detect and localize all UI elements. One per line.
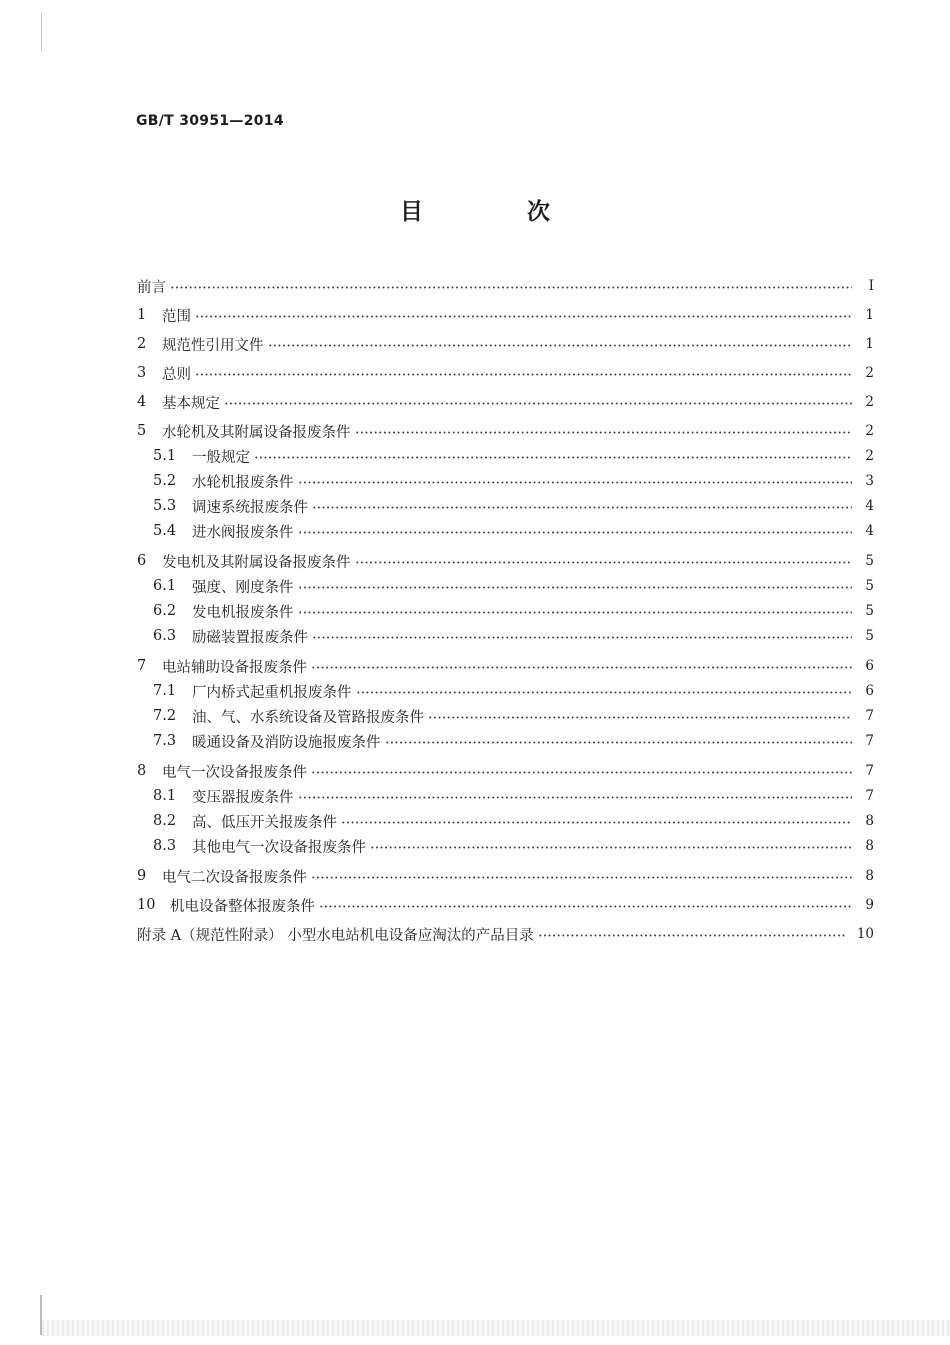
toc-entry-number: 6.1 <box>153 578 177 594</box>
toc-entry-page: 8 <box>865 813 874 829</box>
toc-entry-page: 1 <box>865 336 874 352</box>
toc-entry-7-1[interactable] <box>0 680 950 702</box>
leader-dots <box>319 905 852 908</box>
toc-entry-title: 附录 A（规范性附录） 小型水电站机电设备应淘汰的产品目录 <box>137 927 534 944</box>
toc-entry-title: 发电机及其附属设备报废条件 <box>162 554 351 571</box>
toc-entry-title: 高、低压开关报废条件 <box>192 814 337 831</box>
toc-entry-page: Ⅰ <box>868 278 874 294</box>
toc-entry-5-1[interactable] <box>0 445 950 467</box>
leader-dots <box>170 286 852 289</box>
toc-entry-page: 9 <box>865 897 874 913</box>
leader-dots <box>370 846 852 849</box>
toc-entry-9[interactable] <box>0 865 950 887</box>
leader-dots <box>311 876 852 879</box>
toc-entry-number: 7 <box>137 658 147 674</box>
toc-entry-page: 1 <box>865 307 874 323</box>
toc-entry-page: 7 <box>865 708 874 724</box>
leader-dots <box>298 531 853 534</box>
toc-entry-page: 10 <box>856 926 874 942</box>
toc-entry-number: 9 <box>137 868 147 884</box>
toc-entry-number: 8 <box>137 763 147 779</box>
leader-dots <box>311 771 852 774</box>
toc-entry-title: 强度、刚度条件 <box>192 579 294 596</box>
scan-edge-top <box>41 12 42 52</box>
toc-entry-page: 5 <box>865 553 874 569</box>
toc-entry-title: 水轮机及其附属设备报废条件 <box>162 424 351 441</box>
toc-entry-number: 6.3 <box>153 628 177 644</box>
toc-entry-page: 8 <box>865 838 874 854</box>
toc-entry-title: 电气一次设备报废条件 <box>162 764 307 781</box>
toc-entry-number: 5.3 <box>153 498 177 514</box>
leader-dots <box>224 402 852 405</box>
leader-dots <box>298 796 853 799</box>
toc-entry-page: 2 <box>865 394 874 410</box>
toc-entry-page: 7 <box>865 763 874 779</box>
standard-number: GB/T 30951—2014 <box>136 113 284 129</box>
toc-entry-title: 暖通设备及消防设施报废条件 <box>192 734 381 751</box>
leader-dots <box>385 741 853 744</box>
toc-entry-number: 5 <box>137 423 147 439</box>
toc-entry-title: 基本规定 <box>162 395 220 412</box>
toc-entry-title: 调速系统报废条件 <box>192 499 308 516</box>
toc-entry-6-1[interactable] <box>0 575 950 597</box>
leader-dots <box>311 666 852 669</box>
leader-dots <box>195 373 852 376</box>
toc-entry-title: 发电机报废条件 <box>192 604 294 621</box>
toc-entry-number: 10 <box>137 897 156 913</box>
toc-entry-page: 8 <box>865 868 874 884</box>
toc-entry-title: 水轮机报废条件 <box>192 474 294 491</box>
toc-entry-title: 范围 <box>162 308 191 325</box>
toc-entry-7-3[interactable] <box>0 730 950 752</box>
toc-entry-page: 5 <box>865 603 874 619</box>
toc-entry-10[interactable] <box>0 894 950 916</box>
leader-dots <box>312 636 852 639</box>
leader-dots <box>355 431 853 434</box>
toc-entry-page: 2 <box>865 448 874 464</box>
leader-dots <box>355 561 853 564</box>
toc-entry-page: 4 <box>865 523 874 539</box>
toc-entry-title: 其他电气一次设备报废条件 <box>192 839 366 856</box>
toc-entry-page: 7 <box>865 733 874 749</box>
toc-title: 目 次 <box>399 199 598 225</box>
leader-dots <box>356 691 853 694</box>
toc-entry-number: 6 <box>137 553 147 569</box>
toc-entry-number: 4 <box>137 394 147 410</box>
toc-entry-title: 电站辅助设备报废条件 <box>162 659 307 676</box>
toc-entry-7-2[interactable] <box>0 705 950 727</box>
toc-entry-annex-a[interactable] <box>0 923 950 945</box>
toc-entry-title: 变压器报废条件 <box>192 789 294 806</box>
leader-dots <box>268 344 853 347</box>
toc-entry-page: 4 <box>865 498 874 514</box>
toc-entry-number: 3 <box>137 365 147 381</box>
toc-entry-title: 前言 <box>137 279 166 296</box>
leader-dots <box>312 506 852 509</box>
toc-entry-foreword[interactable] <box>0 275 950 297</box>
toc-entry-number: 7.3 <box>153 733 177 749</box>
toc-entry-page: 6 <box>865 683 874 699</box>
toc-entry-4[interactable] <box>0 391 950 413</box>
leader-dots <box>254 456 852 459</box>
scan-edge-bottom <box>42 1320 950 1336</box>
toc-entry-5-4[interactable] <box>0 520 950 542</box>
toc-entry-number: 5.4 <box>153 523 177 539</box>
toc-entry-number: 6.2 <box>153 603 177 619</box>
toc-entry-page: 7 <box>865 788 874 804</box>
toc-entry-page: 3 <box>865 473 874 489</box>
toc-entry-number: 5.2 <box>153 473 177 489</box>
toc-entry-title: 励磁装置报废条件 <box>192 629 308 646</box>
toc-entry-page: 2 <box>865 423 874 439</box>
leader-dots <box>428 716 852 719</box>
leader-dots <box>341 821 852 824</box>
toc-entry-number: 1 <box>137 307 147 323</box>
toc-entry-number: 8.3 <box>153 838 177 854</box>
toc-entry-number: 7.1 <box>153 683 177 699</box>
toc-entry-title: 一般规定 <box>192 449 250 466</box>
toc-entry-title: 电气二次设备报废条件 <box>162 869 307 886</box>
toc-entry-number: 7.2 <box>153 708 177 724</box>
toc-entry-title: 机电设备整体报废条件 <box>170 898 315 915</box>
toc-entry-6-2[interactable] <box>0 600 950 622</box>
toc-entry-number: 2 <box>137 336 147 352</box>
toc-entry-5-3[interactable] <box>0 495 950 517</box>
toc-entry-7[interactable] <box>0 655 950 677</box>
toc-entry-title: 总则 <box>162 366 191 383</box>
leader-dots <box>298 586 853 589</box>
toc-entry-title: 油、气、水系统设备及管路报废条件 <box>192 709 424 726</box>
toc-entry-page: 6 <box>865 658 874 674</box>
leader-dots <box>298 611 853 614</box>
toc-entry-8-3[interactable] <box>0 835 950 857</box>
toc-entry-8-1[interactable] <box>0 785 950 807</box>
toc-entry-title: 厂内桥式起重机报废条件 <box>192 684 352 701</box>
toc-entry-8-2[interactable] <box>0 810 950 832</box>
toc-entry-page: 2 <box>865 365 874 381</box>
toc-entry-6[interactable] <box>0 550 950 572</box>
toc-entry-2[interactable] <box>0 333 950 355</box>
leader-dots <box>538 934 846 937</box>
leader-dots <box>298 481 853 484</box>
toc-entry-8[interactable] <box>0 760 950 782</box>
toc-entry-number: 8.2 <box>153 813 177 829</box>
toc-entry-1[interactable] <box>0 304 950 326</box>
toc-entry-page: 5 <box>865 578 874 594</box>
toc-entry-6-3[interactable] <box>0 625 950 647</box>
leader-dots <box>195 315 852 318</box>
toc-entry-3[interactable] <box>0 362 950 384</box>
toc-entry-title: 进水阀报废条件 <box>192 524 294 541</box>
toc-entry-5[interactable] <box>0 420 950 442</box>
toc-entry-5-2[interactable] <box>0 470 950 492</box>
toc-entry-page: 5 <box>865 628 874 644</box>
toc-entry-number: 8.1 <box>153 788 177 804</box>
toc-entry-number: 5.1 <box>153 448 177 464</box>
toc-entry-title: 规范性引用文件 <box>162 337 264 354</box>
